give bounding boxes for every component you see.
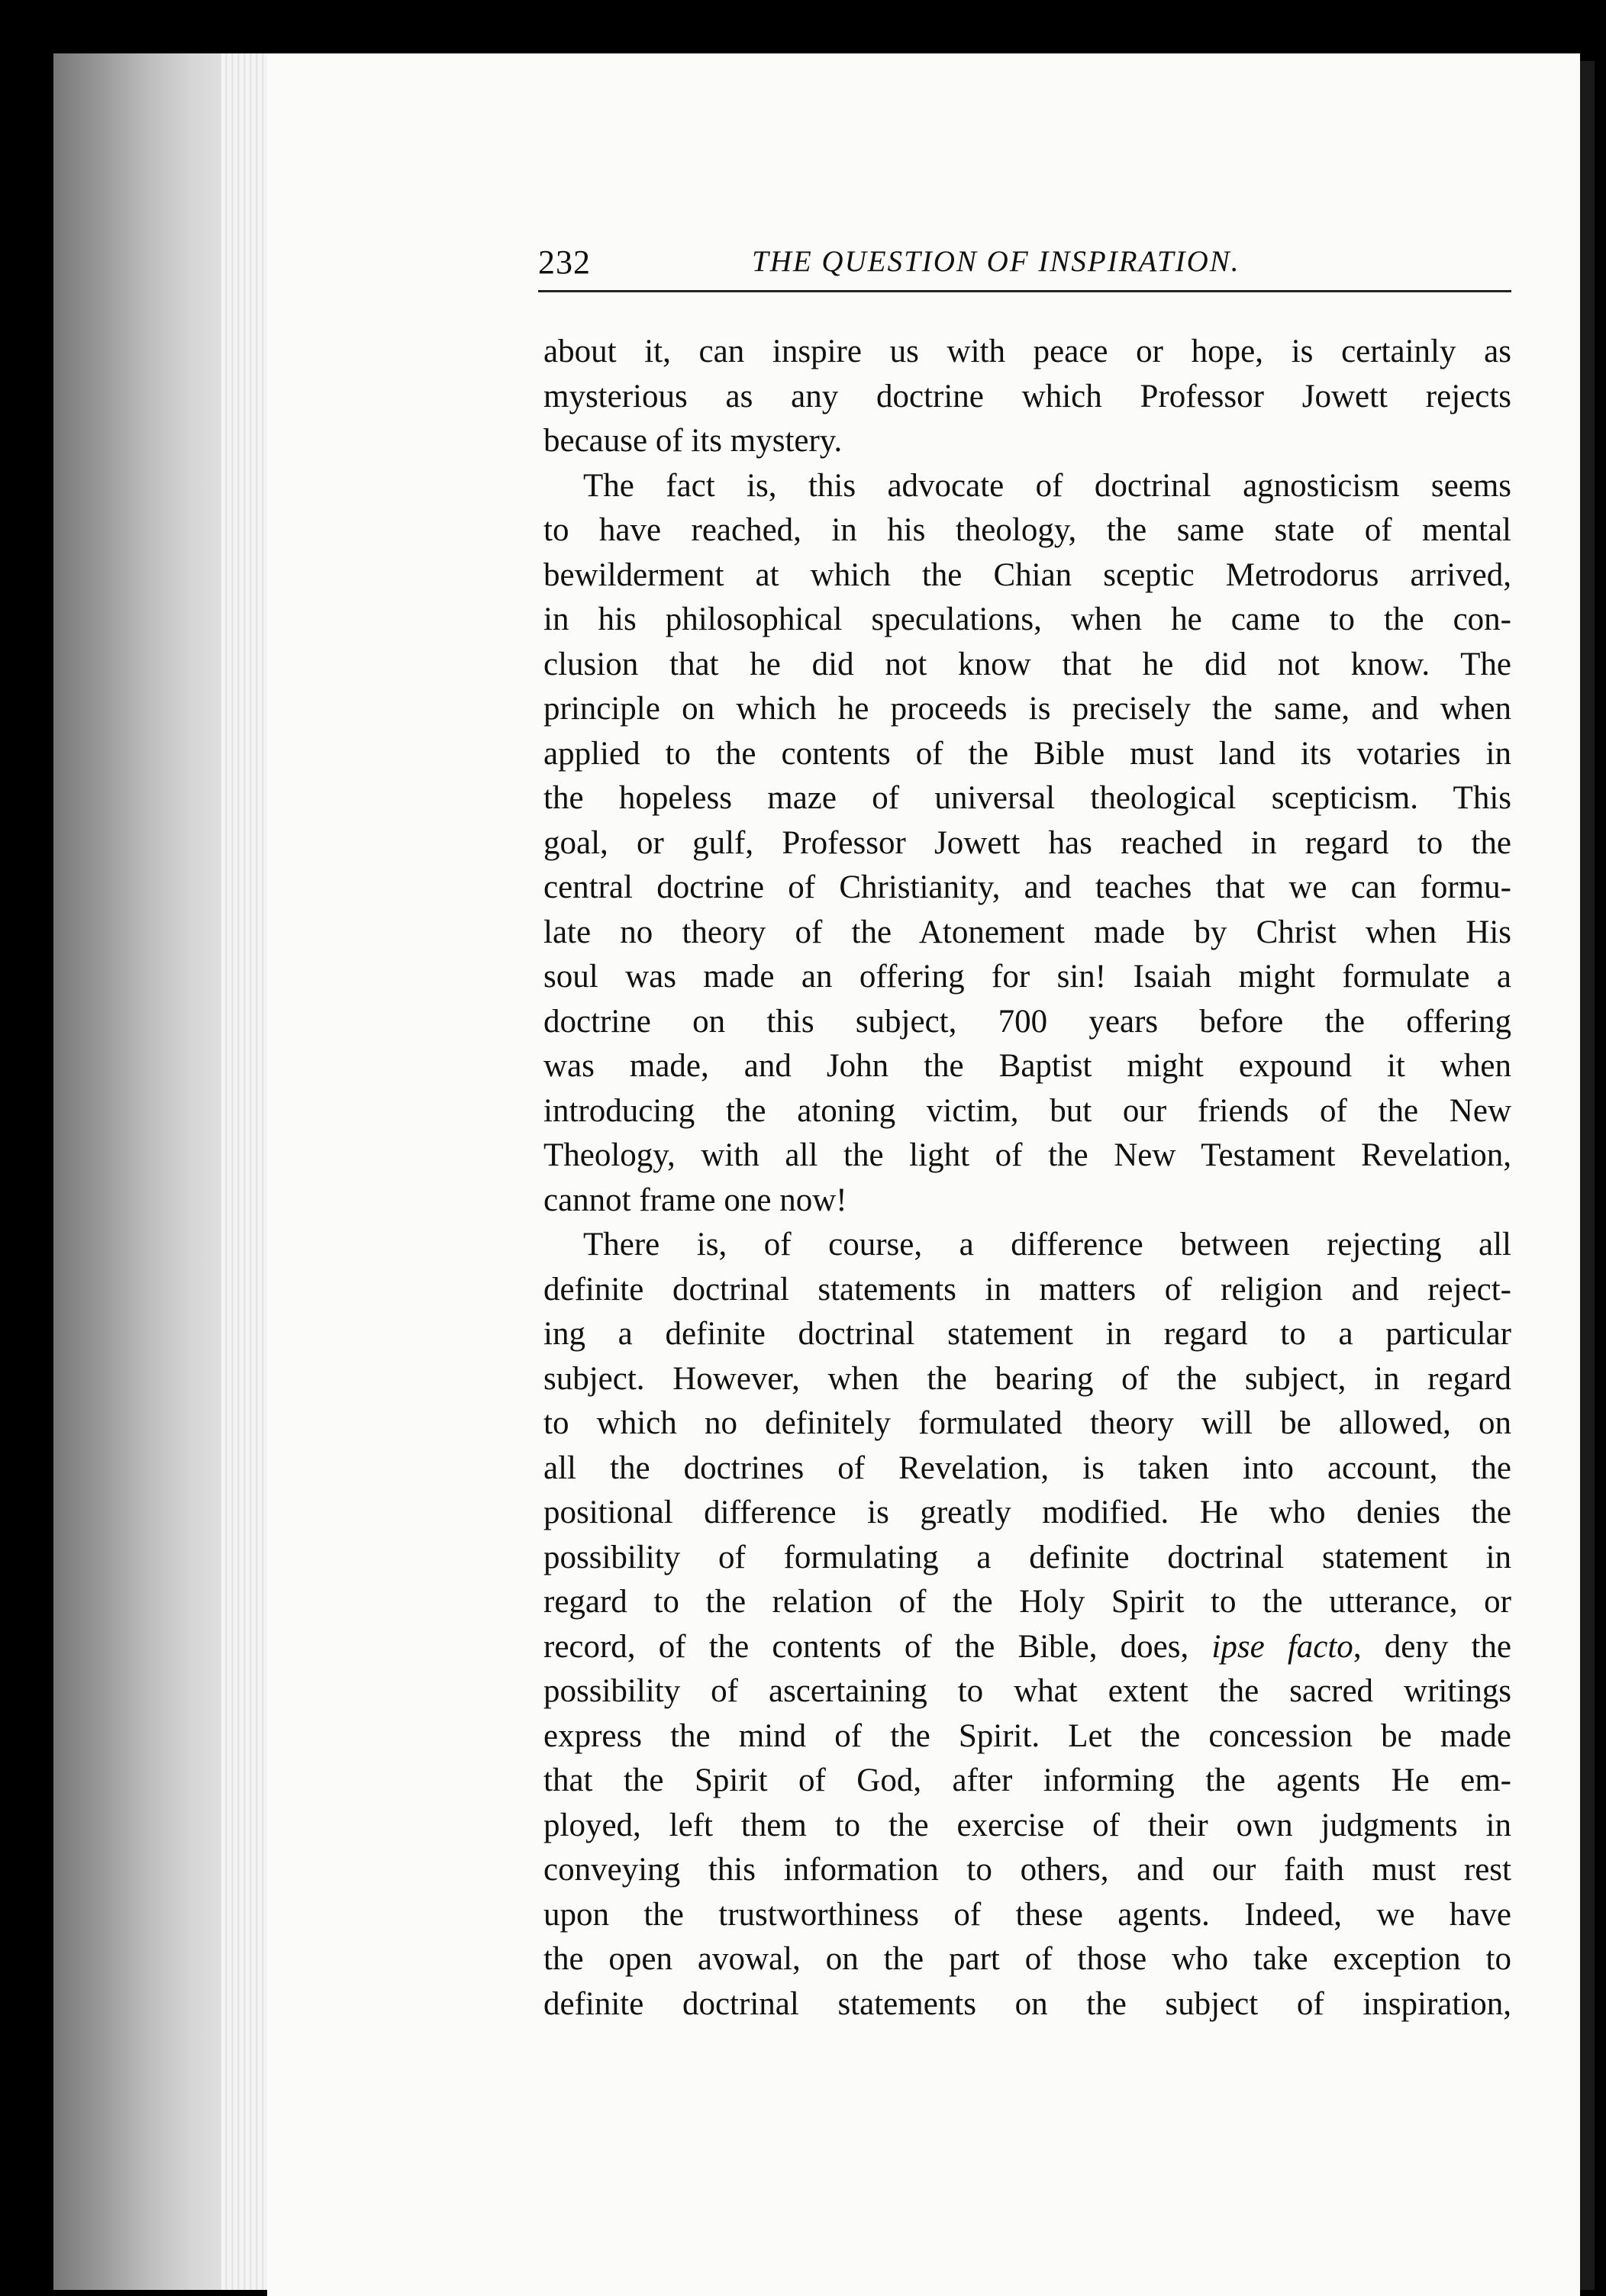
- text-line: subject. However, when the bearing of the subject, in regard: [543, 1360, 1511, 1397]
- text-line: regard to the relation of the Holy Spirit to the utterance, or: [543, 1584, 1511, 1620]
- text-line: cannot frame one now!: [543, 1182, 847, 1218]
- text-line: soul was made an offering for sin! Isaiah might formulate a: [543, 959, 1511, 995]
- text-line: all the doctrines of Revelation, is taken into account, the: [543, 1450, 1511, 1486]
- text-line: possibility of ascertaining to what extent the sacred writings: [543, 1673, 1511, 1709]
- text-line: ployed, left them to the exercise of their own judgments in: [543, 1807, 1511, 1843]
- text-line: upon the trustworthiness of these agents. Indeed, we have: [543, 1896, 1511, 1933]
- page-number: 232: [538, 243, 591, 281]
- text-line: late no theory of the Atonement made by Christ when His: [543, 914, 1511, 950]
- text-line: principle on which he proceeds is precisely the same, and when: [543, 691, 1511, 727]
- text-line: positional difference is greatly modified. He who denies the: [543, 1495, 1511, 1530]
- text-line: central doctrine of Christianity, and teaches that we can formu-: [543, 869, 1511, 905]
- text-line: to have reached, in his theology, the same state of mental: [543, 512, 1511, 548]
- text-line: in his philosophical speculations, when he came to the con-: [543, 601, 1511, 637]
- text-line: ing a definite doctrinal statement in regard to a particular: [543, 1316, 1511, 1352]
- line-segment: , deny the: [1353, 1628, 1512, 1665]
- text-line: about it, can inspire us with peace or hope, is certainly as: [543, 334, 1511, 369]
- text-line: possibility of formulating a definite doctrinal statement in: [543, 1539, 1511, 1575]
- running-title: THE QUESTION OF INSPIRATION.: [752, 245, 1240, 278]
- body-text: [543, 330, 1511, 2027]
- text-line: clusion that he did not know that he did not know. The: [543, 646, 1511, 682]
- text-line: was made, and John the Baptist might expound it when: [543, 1048, 1511, 1084]
- text-line: Theology, with all the light of the New Testament Revelation,: [543, 1137, 1511, 1173]
- text-line: that the Spirit of God, after informing the agents He em-: [543, 1762, 1511, 1798]
- text-line-with-italic: [543, 1625, 1511, 1670]
- italic-latin-phrase: ipse facto: [1211, 1628, 1353, 1665]
- text-line: conveying this information to others, and our faith must rest: [543, 1852, 1511, 1888]
- text-line: applied to the contents of the Bible must land its votaries in: [543, 735, 1511, 772]
- text-line: definite doctrinal statements on the subject of inspiration,: [543, 1985, 1511, 2022]
- line-segment: record, of the contents of the Bible, does,: [543, 1628, 1189, 1665]
- text-line: to which no definitely formulated theory will be allowed, on: [543, 1405, 1511, 1441]
- text-line: express the mind of the Spirit. Let the concession be made: [543, 1717, 1511, 1754]
- text-line: goal, or gulf, Professor Jowett has reached in regard to the: [543, 824, 1511, 861]
- text-line: introducing the atoning victim, but our friends of the New: [543, 1092, 1511, 1129]
- text-line: the hopeless maze of universal theological scepticism. This: [543, 780, 1511, 816]
- text-line: because of its mystery.: [543, 423, 843, 459]
- paragraph-start-line: There is, of course, a difference between rejecting all: [583, 1227, 1511, 1262]
- text-line: bewilderment at which the Chian sceptic Metrodorus arrived,: [543, 556, 1511, 593]
- paragraph-start-line: The fact is, this advocate of doctrinal agnosticism seems: [583, 467, 1511, 504]
- text-line: mysterious as any doctrine which Professor Jowett rejects: [543, 378, 1511, 414]
- text-line: definite doctrinal statements in matters of religion and reject-: [543, 1271, 1511, 1308]
- text-line: doctrine on this subject, 700 years before the offering: [543, 1003, 1511, 1040]
- page-header: [538, 237, 1511, 292]
- text-line: the open avowal, on the part of those who take exception to: [543, 1941, 1511, 1977]
